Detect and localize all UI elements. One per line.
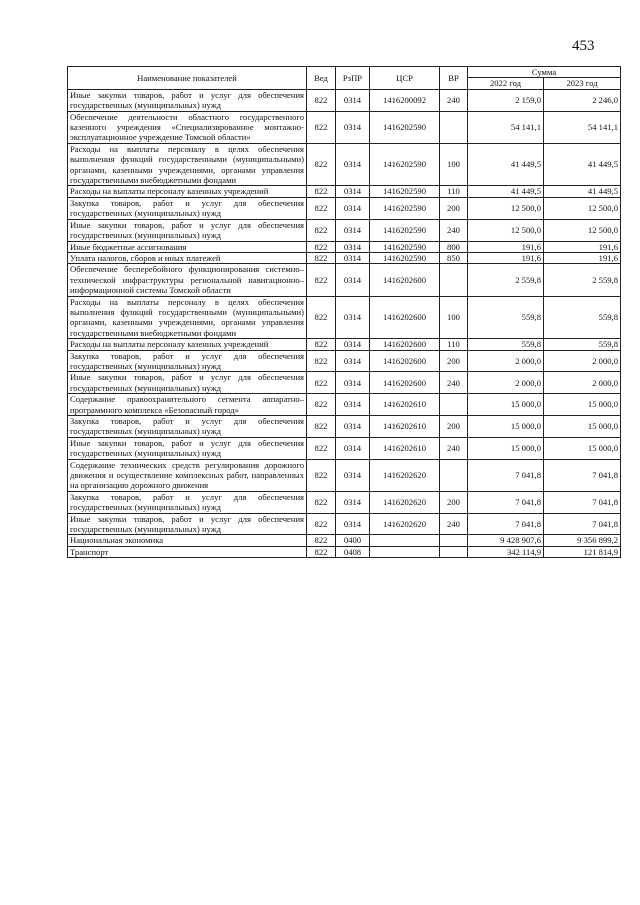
table-row (68, 264, 621, 296)
row-rzpr: 0314 (336, 459, 370, 491)
row-sum-2023: 191,6 (544, 252, 621, 263)
row-rzpr: 0314 (336, 186, 370, 197)
budget-table (67, 66, 621, 558)
row-name: Уплата налогов, сборов и иных платежей (68, 252, 307, 263)
row-sum-2023: 121 814,9 (544, 546, 621, 557)
row-sum-2023: 41 449,5 (544, 186, 621, 197)
row-name: Расходы на выплаты персоналу казенных учреждений (68, 339, 307, 350)
table-row (68, 296, 621, 339)
row-ved: 822 (307, 219, 336, 241)
row-sum-2023: 559,8 (544, 296, 621, 339)
row-sum-2022: 7 041,8 (468, 459, 544, 491)
row-name: Расходы на выплаты персоналу в целях обеспечения выполнения функций государственными (муниципальными) органами, казенными учреждениями, органами управления государственными внебюджетными фондами (68, 296, 307, 339)
row-name: Иные закупки товаров, работ и услуг для обеспечения государственных (муниципальных) нужд (68, 372, 307, 394)
row-sum-2023: 12 500,0 (544, 197, 621, 219)
table-body (68, 89, 621, 557)
table-row (68, 394, 621, 416)
row-sum-2022: 41 449,5 (468, 143, 544, 186)
row-rzpr: 0314 (336, 219, 370, 241)
row-sum-2023: 2 000,0 (544, 350, 621, 372)
table-row (68, 197, 621, 219)
header-csr: ЦСР (370, 67, 440, 90)
row-sum-2023: 15 000,0 (544, 394, 621, 416)
row-sum-2023: 12 500,0 (544, 219, 621, 241)
row-rzpr: 0314 (336, 394, 370, 416)
table-row (68, 339, 621, 350)
row-rzpr: 0314 (336, 111, 370, 143)
row-sum-2023: 54 141,1 (544, 111, 621, 143)
header-rzpr: РзПР (336, 67, 370, 90)
row-vr (440, 394, 468, 416)
table-row (68, 437, 621, 459)
table-row (68, 535, 621, 546)
row-sum-2022: 191,6 (468, 241, 544, 252)
row-ved: 822 (307, 197, 336, 219)
row-name: Расходы на выплаты персоналу казенных учреждений (68, 186, 307, 197)
row-sum-2023: 2 246,0 (544, 89, 621, 111)
row-rzpr: 0408 (336, 546, 370, 557)
row-sum-2022: 12 500,0 (468, 219, 544, 241)
row-rzpr: 0314 (336, 491, 370, 513)
table-row (68, 186, 621, 197)
row-rzpr: 0314 (336, 437, 370, 459)
row-sum-2023: 7 041,8 (544, 491, 621, 513)
row-vr: 240 (440, 219, 468, 241)
row-csr: 1416202600 (370, 264, 440, 296)
row-sum-2022: 2 159,0 (468, 89, 544, 111)
row-vr (440, 264, 468, 296)
row-ved: 822 (307, 416, 336, 438)
table-row (68, 416, 621, 438)
row-csr: 1416202610 (370, 394, 440, 416)
row-vr: 800 (440, 241, 468, 252)
row-sum-2022: 54 141,1 (468, 111, 544, 143)
row-vr: 200 (440, 350, 468, 372)
row-sum-2022: 9 428 907,6 (468, 535, 544, 546)
table-row (68, 143, 621, 186)
row-ved: 822 (307, 252, 336, 263)
header-ved: Вед (307, 67, 336, 90)
row-vr: 240 (440, 437, 468, 459)
row-csr: 1416202590 (370, 241, 440, 252)
row-sum-2022: 342 114,9 (468, 546, 544, 557)
row-name: Закупка товаров, работ и услуг для обеспечения государственных (муниципальных) нужд (68, 350, 307, 372)
row-rzpr: 0314 (336, 372, 370, 394)
row-ved: 822 (307, 350, 336, 372)
row-vr (440, 459, 468, 491)
row-name: Закупка товаров, работ и услуг для обеспечения государственных (муниципальных) нужд (68, 416, 307, 438)
row-ved: 822 (307, 394, 336, 416)
row-csr: 1416202590 (370, 111, 440, 143)
row-name: Иные закупки товаров, работ и услуг для обеспечения государственных (муниципальных) нужд (68, 219, 307, 241)
row-vr: 100 (440, 143, 468, 186)
row-csr: 1416202590 (370, 219, 440, 241)
row-name: Закупка товаров, работ и услуг для обеспечения государственных (муниципальных) нужд (68, 491, 307, 513)
row-name: Иные закупки товаров, работ и услуг для обеспечения государственных (муниципальных) нужд (68, 513, 307, 535)
row-sum-2022: 2 000,0 (468, 350, 544, 372)
row-csr: 1416202590 (370, 143, 440, 186)
row-sum-2023: 7 041,8 (544, 459, 621, 491)
row-sum-2022: 15 000,0 (468, 437, 544, 459)
row-sum-2022: 41 449,5 (468, 186, 544, 197)
row-csr: 1416202620 (370, 491, 440, 513)
header-row (68, 67, 621, 78)
row-csr: 1416202590 (370, 186, 440, 197)
row-sum-2023: 2 559,8 (544, 264, 621, 296)
table-row (68, 459, 621, 491)
row-vr: 200 (440, 197, 468, 219)
table-row (68, 219, 621, 241)
row-rzpr: 0314 (336, 350, 370, 372)
row-csr: 1416202600 (370, 296, 440, 339)
row-sum-2022: 7 041,8 (468, 513, 544, 535)
header-name: Наименование показателей (68, 67, 307, 90)
row-rzpr: 0314 (336, 339, 370, 350)
row-vr: 240 (440, 372, 468, 394)
row-sum-2023: 2 000,0 (544, 372, 621, 394)
row-ved: 822 (307, 437, 336, 459)
row-sum-2022: 559,8 (468, 339, 544, 350)
row-vr: 850 (440, 252, 468, 263)
row-ved: 822 (307, 459, 336, 491)
row-vr: 200 (440, 416, 468, 438)
row-sum-2022: 191,6 (468, 252, 544, 263)
row-vr (440, 535, 468, 546)
row-rzpr: 0314 (336, 89, 370, 111)
row-name: Транспорт (68, 546, 307, 557)
row-csr: 1416202600 (370, 339, 440, 350)
row-sum-2023: 559,8 (544, 339, 621, 350)
row-sum-2023: 15 000,0 (544, 416, 621, 438)
row-sum-2022: 2 000,0 (468, 372, 544, 394)
row-rzpr: 0314 (336, 197, 370, 219)
row-name: Иные закупки товаров, работ и услуг для обеспечения государственных (муниципальных) нужд (68, 89, 307, 111)
row-ved: 822 (307, 535, 336, 546)
row-vr: 240 (440, 89, 468, 111)
row-sum-2023: 41 449,5 (544, 143, 621, 186)
row-csr: 1416202600 (370, 372, 440, 394)
header-sum: Сумма (468, 67, 621, 78)
header-year-2022: 2022 год (468, 78, 544, 89)
row-sum-2022: 559,8 (468, 296, 544, 339)
table-row (68, 372, 621, 394)
row-vr (440, 111, 468, 143)
row-ved: 822 (307, 143, 336, 186)
row-csr (370, 546, 440, 557)
row-vr: 200 (440, 491, 468, 513)
row-rzpr: 0314 (336, 416, 370, 438)
row-vr: 100 (440, 296, 468, 339)
row-name: Расходы на выплаты персоналу в целях обеспечения выполнения функций государственными (муниципальными) органами, казенными учреждениями, органами управления государственными внебюджетными фондами (68, 143, 307, 186)
row-sum-2023: 191,6 (544, 241, 621, 252)
row-rzpr: 0314 (336, 252, 370, 263)
row-name: Иные бюджетные ассигнования (68, 241, 307, 252)
row-rzpr: 0314 (336, 264, 370, 296)
row-vr: 240 (440, 513, 468, 535)
row-ved: 822 (307, 264, 336, 296)
row-csr: 1416202610 (370, 437, 440, 459)
row-ved: 822 (307, 296, 336, 339)
header-vr: ВР (440, 67, 468, 90)
table-row (68, 241, 621, 252)
row-vr: 110 (440, 186, 468, 197)
row-sum-2022: 7 041,8 (468, 491, 544, 513)
table-row (68, 513, 621, 535)
table-row (68, 546, 621, 557)
row-rzpr: 0314 (336, 241, 370, 252)
row-rzpr: 0314 (336, 143, 370, 186)
table-row (68, 252, 621, 263)
row-sum-2022: 2 559,8 (468, 264, 544, 296)
header-year-2023: 2023 год (544, 78, 621, 89)
row-ved: 822 (307, 241, 336, 252)
row-name: Обеспечение деятельности областного государственного казенного учреждения «Специализированное монтажно-эксплуатационное учреждение Томской области» (68, 111, 307, 143)
row-ved: 822 (307, 546, 336, 557)
table-row (68, 491, 621, 513)
row-csr: 1416202590 (370, 252, 440, 263)
row-ved: 822 (307, 491, 336, 513)
table-row (68, 350, 621, 372)
row-sum-2022: 12 500,0 (468, 197, 544, 219)
row-csr: 1416202610 (370, 416, 440, 438)
row-vr: 110 (440, 339, 468, 350)
row-ved: 822 (307, 89, 336, 111)
row-sum-2023: 15 000,0 (544, 437, 621, 459)
row-sum-2022: 15 000,0 (468, 394, 544, 416)
row-csr: 1416202590 (370, 197, 440, 219)
row-name: Содержание правоохранительного сегмента аппаратно–программного комплекса «Безопасный город» (68, 394, 307, 416)
row-rzpr: 0314 (336, 513, 370, 535)
row-name: Обеспечение бесперебойного функционирования системно–технической инфраструктуры региональной навигационно–информационной системы Томской области (68, 264, 307, 296)
row-csr: 1416202600 (370, 350, 440, 372)
row-vr (440, 546, 468, 557)
row-csr: 1416202620 (370, 459, 440, 491)
row-rzpr: 0400 (336, 535, 370, 546)
row-ved: 822 (307, 111, 336, 143)
row-sum-2023: 9 356 899,2 (544, 535, 621, 546)
row-csr: 1416202620 (370, 513, 440, 535)
row-name: Иные закупки товаров, работ и услуг для обеспечения государственных (муниципальных) нужд (68, 437, 307, 459)
row-ved: 822 (307, 186, 336, 197)
row-rzpr: 0314 (336, 296, 370, 339)
row-name: Содержание технических средств регулирования дорожного движения и осуществление комплексных работ, направленных на организацию дорожного движения (68, 459, 307, 491)
row-sum-2022: 15 000,0 (468, 416, 544, 438)
row-ved: 822 (307, 513, 336, 535)
table-row (68, 89, 621, 111)
row-csr: 1416200092 (370, 89, 440, 111)
row-sum-2023: 7 041,8 (544, 513, 621, 535)
row-name: Закупка товаров, работ и услуг для обеспечения государственных (муниципальных) нужд (68, 197, 307, 219)
row-ved: 822 (307, 339, 336, 350)
row-csr (370, 535, 440, 546)
row-name: Национальная экономика (68, 535, 307, 546)
page-number: 453 (572, 38, 595, 54)
row-ved: 822 (307, 372, 336, 394)
table-row (68, 111, 621, 143)
